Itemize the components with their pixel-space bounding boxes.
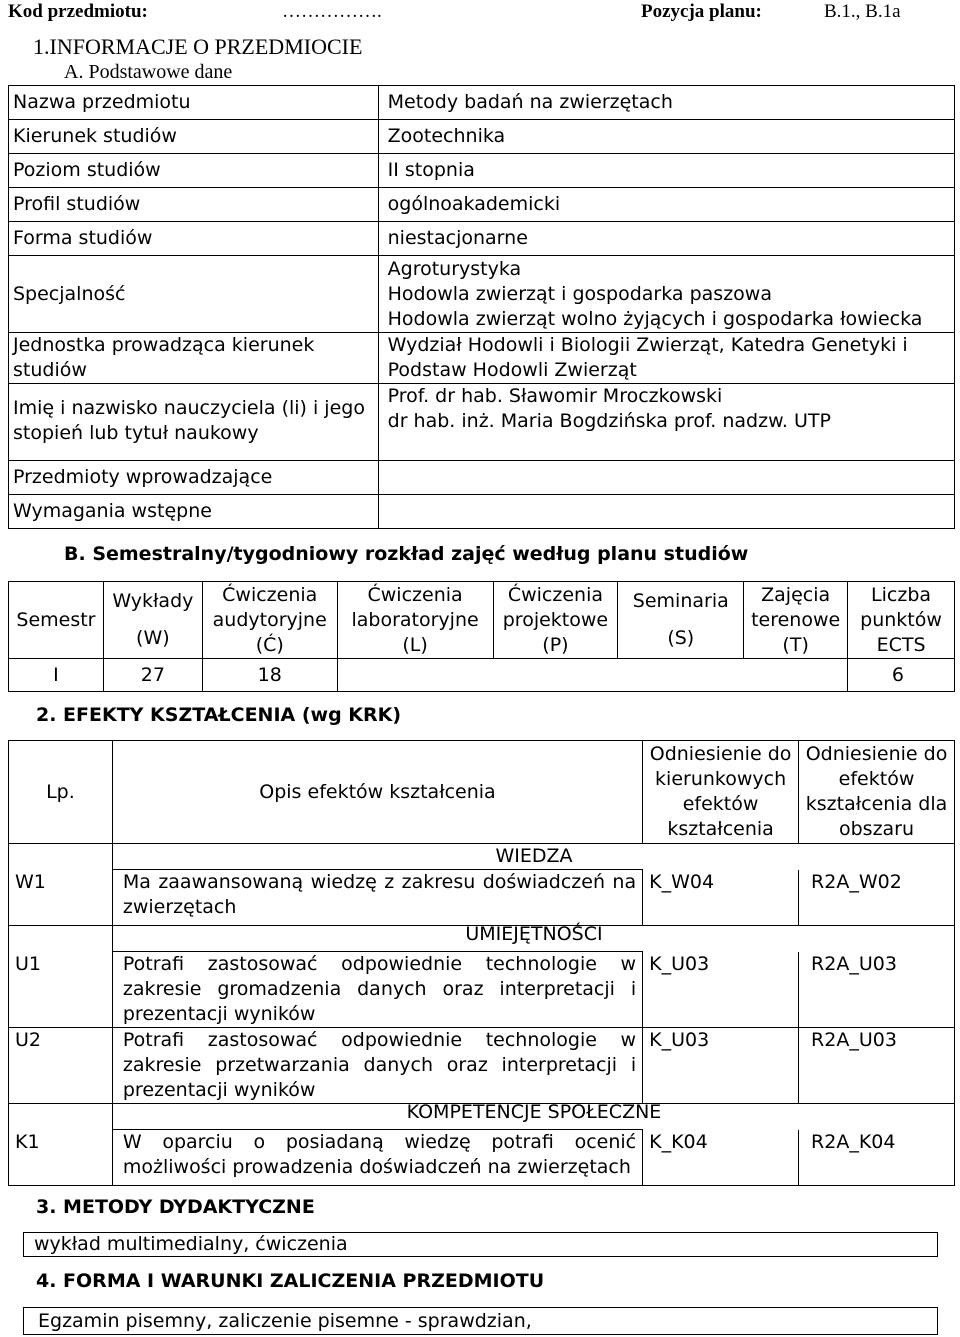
forma-text: Egzamin pisemny, zaliczenie pisemne - sprawdzian,	[38, 1310, 532, 1332]
section4-title: 4. FORMA I WARUNKI ZALICZENIA PRZEDMIOTU	[36, 1270, 545, 1292]
jednostka-line: Podstaw Hodowli Zwierząt	[387, 359, 637, 381]
info-value	[378, 256, 954, 333]
info-value: Metody badań na zwierzętach	[378, 86, 954, 120]
wyklady-label: Wykłady	[112, 590, 194, 612]
pozycja-planu-label: Pozycja planu:	[641, 1, 762, 22]
group-title-umiejetnosci: UMIEJĘTNOŚCI	[465, 923, 603, 945]
header-cw-aud	[202, 582, 337, 659]
section-a-subtitle: A. Podstawowe dane	[64, 61, 233, 83]
effect-row	[9, 1130, 955, 1186]
cw-lab-line: Ćwiczenia	[367, 583, 463, 606]
zajecia-line: terenowe	[751, 608, 841, 631]
info-value: ogólnoakademicki	[378, 188, 954, 222]
info-row	[9, 333, 955, 384]
info-value: Zootechnika	[378, 120, 954, 154]
effect-obsz: R2A_U03	[799, 1028, 955, 1104]
info-label: Jednostka prowadząca kierunek studiów	[9, 333, 379, 384]
header-lp: Lp.	[9, 741, 113, 844]
nauczyciel-line: Prof. dr hab. Sławomir Mroczkowski	[387, 385, 723, 407]
cell-semestr: I	[9, 659, 104, 692]
effect-opis: W oparciu o posiadaną wiedzę potrafi ocenić możliwości prowadzenia doświadczeń na zwierzętach	[112, 1130, 642, 1186]
cw-proj-line: Ćwiczenia	[507, 583, 604, 606]
info-value: II stopnia	[378, 154, 954, 188]
cell-zajecia	[744, 659, 848, 692]
schedule-table	[8, 581, 955, 692]
odn-kier-line: kierunkowych	[655, 768, 787, 790]
cw-lab-line: laboratoryjne	[351, 608, 479, 631]
nauczyciel-line: dr hab. inż. Maria Bogdzińska prof. nadzw. UTP	[387, 410, 831, 432]
cw-aud-line: Ćwiczenia	[222, 583, 318, 606]
info-label	[9, 384, 379, 461]
info-row	[9, 384, 955, 461]
kod-przedmiotu-label: Kod przedmiotu:	[8, 1, 148, 22]
section2-title: 2. EFEKTY KSZTAŁCENIA (wg KRK)	[36, 704, 402, 726]
zajecia-abbr: (T)	[782, 633, 809, 656]
info-label: Przedmioty wprowadzające	[9, 461, 379, 495]
cell-seminaria	[618, 659, 744, 692]
cw-proj-line: projektowe	[502, 608, 609, 631]
odn-kier-line: Odniesienie do	[649, 743, 792, 765]
jednostka-line: Wydział Hodowli i Biologii Zwierząt, Katedra Genetyki i	[387, 334, 908, 356]
effects-header-row	[9, 741, 955, 844]
effect-obsz: R2A_W02	[799, 870, 955, 926]
header-opis: Opis efektów kształcenia	[112, 741, 642, 844]
cell-cw-aud: 18	[202, 659, 337, 692]
cw-proj-abbr: (P)	[542, 633, 569, 656]
odn-kier-line: efektów	[682, 793, 759, 815]
effect-row	[9, 1028, 955, 1104]
effect-kier: K_U03	[643, 952, 799, 1028]
metody-box	[23, 1232, 938, 1257]
info-label: Poziom studiów	[9, 154, 379, 188]
cell-cw-lab	[337, 659, 493, 692]
seminaria-label: Seminaria	[632, 590, 729, 612]
header-ects	[848, 582, 955, 659]
info-value	[378, 461, 954, 495]
specjalnosc-line: Agroturystyka	[387, 257, 522, 280]
odn-kier-line: kształcenia	[667, 818, 774, 840]
kod-przedmiotu-value: …………….	[282, 1, 382, 22]
basic-info-table	[8, 85, 955, 529]
forma-box	[23, 1307, 938, 1335]
specjalnosc-line: Hodowla zwierząt i gospodarka paszowa	[387, 282, 772, 305]
metody-text: wykład multimedialny, ćwiczenia	[34, 1233, 348, 1255]
effect-lp: W1	[9, 870, 113, 926]
info-label: Specjalność	[9, 256, 379, 333]
effect-kier: K_W04	[643, 870, 799, 926]
info-row	[9, 256, 955, 333]
group-spacer	[9, 926, 113, 952]
cell-wyklady: 27	[103, 659, 202, 692]
odn-obsz-line: kształcenia dla	[805, 793, 948, 815]
section3-title: 3. METODY DYDAKTYCZNE	[36, 1196, 315, 1218]
info-label: Wymagania wstępne	[9, 495, 379, 529]
header-zajecia	[744, 582, 848, 659]
cell-ects: 6	[848, 659, 955, 692]
pozycja-planu-value: B.1., B.1a	[824, 1, 901, 22]
header-wyklady	[103, 582, 202, 659]
effect-lp: K1	[9, 1130, 113, 1186]
info-label: Kierunek studiów	[9, 120, 379, 154]
schedule-data-row	[9, 659, 955, 692]
odn-obsz-line: obszaru	[838, 818, 915, 840]
effect-obsz: R2A_U03	[799, 952, 955, 1028]
header-odn-kier	[643, 741, 799, 844]
cw-aud-abbr: (Ć)	[255, 633, 284, 656]
ects-line: punktów	[860, 608, 942, 631]
cell-cw-proj	[493, 659, 618, 692]
wyklady-abbr: (W)	[136, 627, 170, 649]
effect-kier: K_U03	[643, 1028, 799, 1104]
effect-opis: Potrafi zastosować odpowiednie technologie w zakresie gromadzenia danych oraz interpretacji i prezentacji wyników	[112, 952, 642, 1028]
effect-opis: Potrafi zastosować odpowiednie technologie w zakresie przetwarzania danych oraz interpretacji i prezentacji wyników	[112, 1028, 642, 1104]
header-cw-lab	[337, 582, 493, 659]
info-row	[9, 222, 955, 256]
info-row	[9, 461, 955, 495]
zajecia-line: Zajęcia	[761, 583, 831, 606]
seminaria-abbr: (S)	[667, 627, 695, 649]
cw-aud-line: audytoryjne	[212, 608, 327, 631]
group-spacer	[9, 844, 113, 870]
group-title-kompetencje: KOMPETENCJE SPOŁECZNE	[406, 1101, 662, 1123]
info-value: niestacjonarne	[378, 222, 954, 256]
effect-kier: K_K04	[643, 1130, 799, 1186]
effect-row	[9, 952, 955, 1028]
nauczyciel-label-line: stopień lub tytuł naukowy	[13, 422, 259, 444]
cw-lab-abbr: (L)	[402, 633, 428, 656]
effect-row	[9, 870, 955, 926]
info-row	[9, 495, 955, 529]
info-value	[378, 384, 954, 461]
header-semestr: Semestr	[9, 582, 104, 659]
info-label: Nazwa przedmiotu	[9, 86, 379, 120]
group-title-wiedza: WIEDZA	[495, 845, 573, 867]
effect-lp: U1	[9, 952, 113, 1028]
info-value	[378, 333, 954, 384]
info-label: Profil studiów	[9, 188, 379, 222]
ects-line: Liczba	[871, 583, 932, 606]
info-label: Forma studiów	[9, 222, 379, 256]
section1-title: 1.INFORMACJE O PRZEDMIOCIE	[33, 34, 363, 59]
specjalnosc-line: Hodowla zwierząt wolno żyjących i gospodarka łowiecka	[387, 307, 923, 330]
info-row	[9, 154, 955, 188]
odn-obsz-line: efektów	[838, 768, 915, 790]
group-spacer	[9, 1104, 113, 1130]
header-seminaria	[618, 582, 744, 659]
info-row	[9, 120, 955, 154]
effect-opis: Ma zaawansowaną wiedzę z zakresu doświadczeń na zwierzętach	[112, 870, 642, 926]
ects-line: ECTS	[876, 633, 926, 656]
schedule-header-row	[9, 582, 955, 659]
effect-obsz: R2A_K04	[799, 1130, 955, 1186]
section-b-title: B. Semestralny/tygodniowy rozkład zajęć według planu studiów	[64, 543, 749, 565]
nauczyciel-label-line: Imię i nazwisko nauczyciela (li) i jego	[13, 397, 365, 419]
info-row	[9, 188, 955, 222]
effect-lp: U2	[9, 1028, 113, 1104]
header-cw-proj	[493, 582, 618, 659]
info-value	[378, 495, 954, 529]
header-odn-obsz	[799, 741, 955, 844]
odn-obsz-line: Odniesienie do	[805, 743, 948, 765]
info-row	[9, 86, 955, 120]
